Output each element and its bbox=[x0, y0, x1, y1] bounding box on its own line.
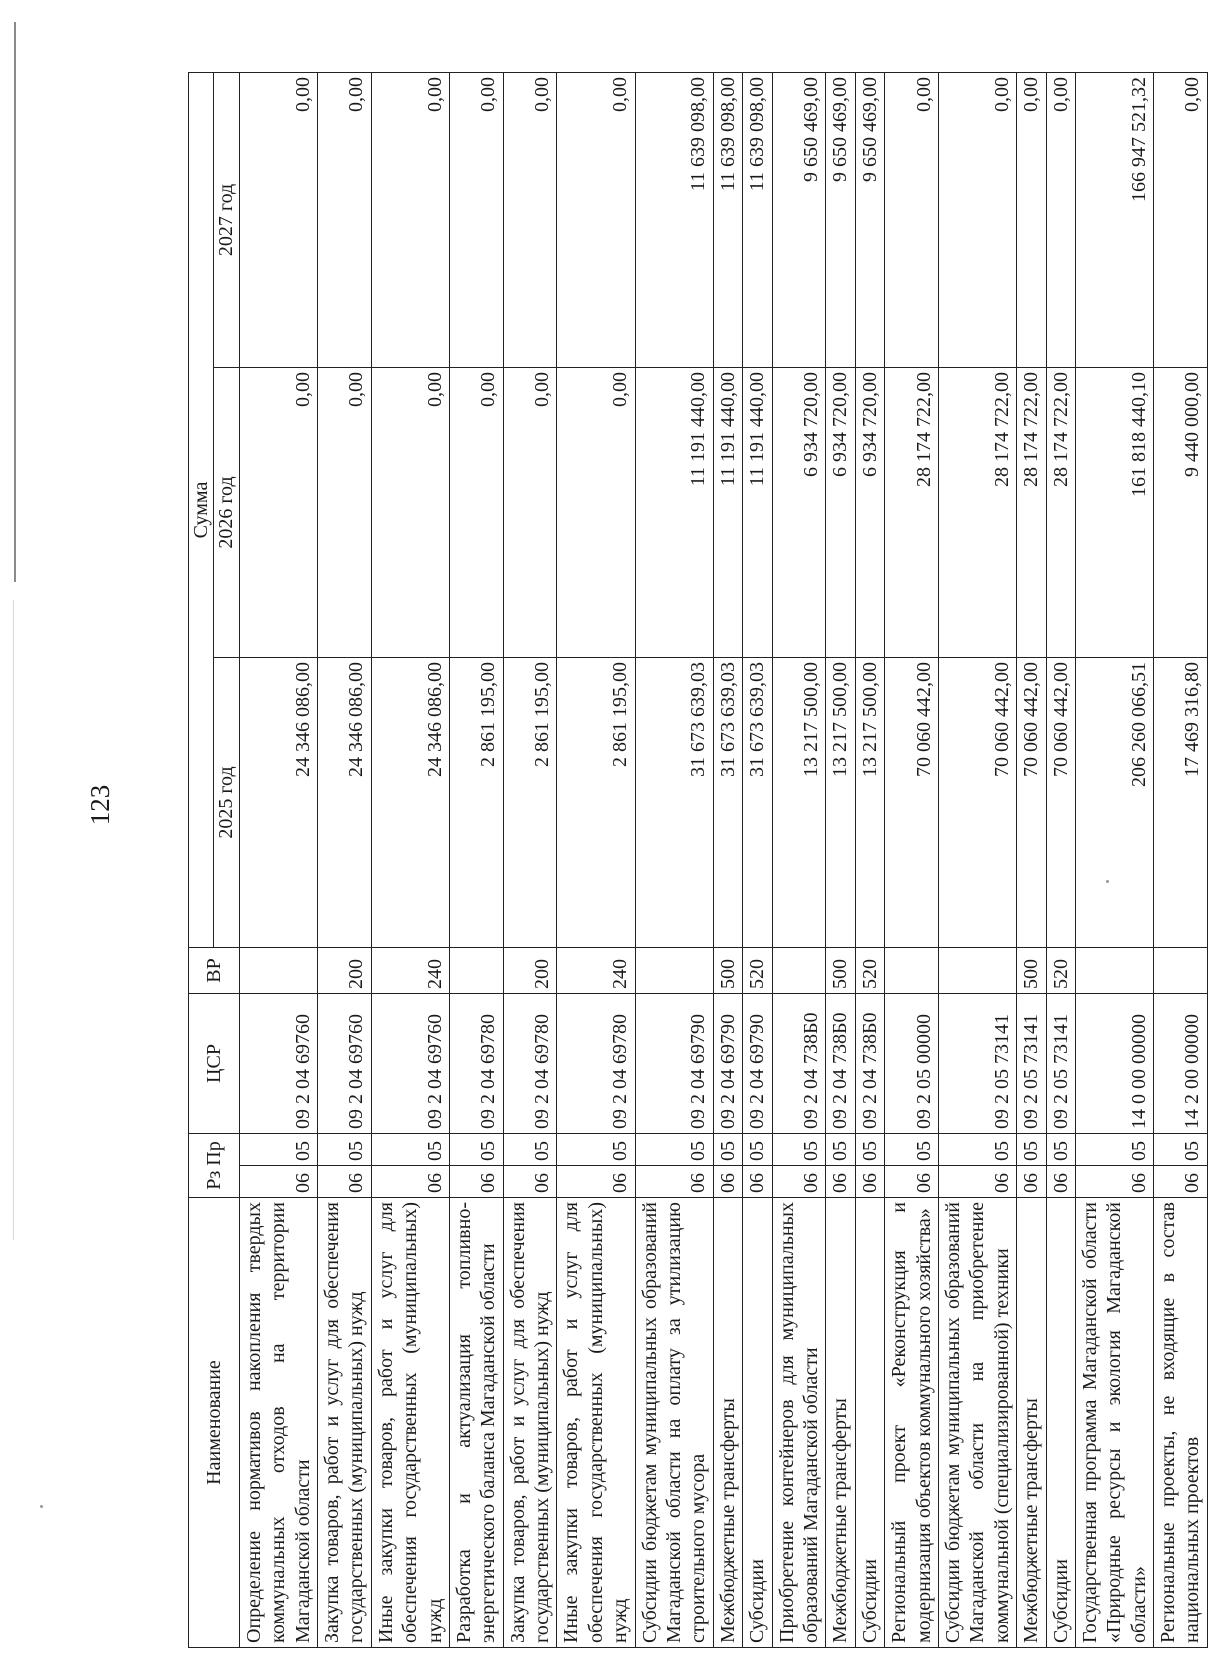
row-2027-cell: 11 639 098,00 bbox=[713, 72, 742, 367]
row-pr-cell: 05 bbox=[1046, 1134, 1075, 1166]
row-vr-cell: 200 bbox=[317, 948, 371, 994]
row-2026-cell: 0,00 bbox=[239, 368, 317, 658]
table-row bbox=[1046, 72, 1075, 1647]
row-csr-cell: 09 2 04 69760 bbox=[371, 994, 449, 1134]
row-rz-cell: 06 bbox=[371, 1166, 449, 1198]
row-name-cell: Субсидии бюджетам муниципальных образований Магаданской области на оплату за утилизацию строительного мусора bbox=[635, 1198, 713, 1648]
row-rz-cell: 06 bbox=[713, 1166, 742, 1198]
row-vr-cell: 500 bbox=[713, 948, 742, 994]
scan-speck bbox=[40, 1505, 43, 1508]
header-name: Наименование bbox=[189, 1198, 240, 1648]
row-rz-cell: 06 bbox=[635, 1166, 713, 1198]
row-vr-cell bbox=[938, 948, 1016, 994]
row-2027-cell: 0,00 bbox=[885, 72, 939, 367]
row-name-cell: Закупка товаров, работ и услуг для обеспечения государственных (муниципальных) нужд bbox=[503, 1198, 557, 1648]
row-pr-cell: 05 bbox=[449, 1134, 503, 1166]
table-row bbox=[743, 72, 772, 1647]
row-rz-cell: 06 bbox=[1075, 1166, 1153, 1198]
row-csr-cell: 14 0 00 00000 bbox=[1075, 994, 1153, 1134]
row-vr-cell: 200 bbox=[503, 948, 557, 994]
row-rz-cell: 06 bbox=[1154, 1166, 1208, 1198]
page-number: 123 bbox=[85, 784, 115, 826]
row-rz-cell: 06 bbox=[743, 1166, 772, 1198]
row-vr-cell: 500 bbox=[826, 948, 855, 994]
table-row bbox=[713, 72, 742, 1647]
row-csr-cell: 09 2 04 69780 bbox=[557, 994, 635, 1134]
row-pr-cell: 05 bbox=[635, 1134, 713, 1166]
row-2025-cell: 2 861 195,00 bbox=[449, 658, 503, 948]
row-2025-cell: 24 346 086,00 bbox=[371, 658, 449, 948]
scan-edge-line bbox=[14, 22, 16, 582]
row-csr-cell: 09 2 05 73141 bbox=[938, 994, 1016, 1134]
row-name-cell: Региональный проект «Реконструкция и модернизация объектов коммунального хозяйства» bbox=[885, 1198, 939, 1648]
row-vr-cell: 520 bbox=[855, 948, 884, 994]
row-2025-cell: 2 861 195,00 bbox=[557, 658, 635, 948]
row-2026-cell: 0,00 bbox=[557, 368, 635, 658]
row-2027-cell: 9 650 469,00 bbox=[855, 72, 884, 367]
row-pr-cell: 05 bbox=[826, 1134, 855, 1166]
row-pr-cell: 05 bbox=[1154, 1134, 1208, 1166]
row-2027-cell: 0,00 bbox=[938, 72, 1016, 367]
row-2026-cell: 0,00 bbox=[503, 368, 557, 658]
row-2026-cell: 161 818 440,10 bbox=[1075, 368, 1153, 658]
row-2025-cell: 31 673 639,03 bbox=[635, 658, 713, 948]
table-row bbox=[371, 72, 449, 1647]
row-2026-cell: 28 174 722,00 bbox=[1017, 368, 1046, 658]
table-row bbox=[855, 72, 884, 1647]
row-pr-cell: 05 bbox=[855, 1134, 884, 1166]
row-2026-cell: 0,00 bbox=[371, 368, 449, 658]
row-rz-cell: 06 bbox=[317, 1166, 371, 1198]
row-csr-cell: 09 2 05 00000 bbox=[885, 994, 939, 1134]
row-vr-cell: 240 bbox=[557, 948, 635, 994]
scan-edge-shadow bbox=[13, 600, 14, 1240]
table-row bbox=[317, 72, 371, 1647]
row-2027-cell: 11 639 098,00 bbox=[743, 72, 772, 367]
row-vr-cell bbox=[885, 948, 939, 994]
header-vr: ВР bbox=[189, 948, 240, 994]
row-rz-cell: 06 bbox=[938, 1166, 1016, 1198]
row-2026-cell: 28 174 722,00 bbox=[885, 368, 939, 658]
row-2025-cell: 70 060 442,00 bbox=[1046, 658, 1075, 948]
row-csr-cell: 09 2 04 69780 bbox=[503, 994, 557, 1134]
row-2027-cell: 166 947 521,32 bbox=[1075, 72, 1153, 367]
table-row bbox=[772, 72, 826, 1647]
row-vr-cell: 240 bbox=[371, 948, 449, 994]
row-2026-cell: 11 191 440,00 bbox=[713, 368, 742, 658]
row-2026-cell: 0,00 bbox=[317, 368, 371, 658]
row-2026-cell: 9 440 000,00 bbox=[1154, 368, 1208, 658]
row-2027-cell: 0,00 bbox=[449, 72, 503, 367]
rotated-table-container bbox=[188, 73, 1204, 1648]
row-csr-cell: 09 2 05 73141 bbox=[1046, 994, 1075, 1134]
table-header-row bbox=[189, 72, 214, 1647]
row-csr-cell: 09 2 04 69790 bbox=[635, 994, 713, 1134]
row-2025-cell: 17 469 316,80 bbox=[1154, 658, 1208, 948]
row-rz-cell: 06 bbox=[557, 1166, 635, 1198]
table-row bbox=[635, 72, 713, 1647]
row-rz-cell: 06 bbox=[1046, 1166, 1075, 1198]
table-row bbox=[1017, 72, 1046, 1647]
row-pr-cell: 05 bbox=[772, 1134, 826, 1166]
row-csr-cell: 09 2 04 738Б0 bbox=[772, 994, 826, 1134]
row-2026-cell: 28 174 722,00 bbox=[1046, 368, 1075, 658]
row-vr-cell bbox=[449, 948, 503, 994]
row-name-cell: Субсидии bbox=[855, 1198, 884, 1648]
row-2027-cell: 9 650 469,00 bbox=[772, 72, 826, 367]
row-vr-cell bbox=[1154, 948, 1208, 994]
row-name-cell: Субсидии bbox=[743, 1198, 772, 1648]
row-pr-cell: 05 bbox=[503, 1134, 557, 1166]
row-2025-cell: 70 060 442,00 bbox=[938, 658, 1016, 948]
row-pr-cell: 05 bbox=[557, 1134, 635, 1166]
row-vr-cell bbox=[1075, 948, 1153, 994]
row-name-cell: Закупка товаров, работ и услуг для обеспечения государственных (муниципальных) нужд bbox=[317, 1198, 371, 1648]
row-name-cell: Разработка и актуализация топливно-энергетического баланса Магаданской области bbox=[449, 1198, 503, 1648]
row-pr-cell: 05 bbox=[938, 1134, 1016, 1166]
row-pr-cell: 05 bbox=[885, 1134, 939, 1166]
table-row bbox=[826, 72, 855, 1647]
row-rz-cell: 06 bbox=[503, 1166, 557, 1198]
table-row bbox=[885, 72, 939, 1647]
row-2025-cell: 13 217 500,00 bbox=[772, 658, 826, 948]
row-csr-cell: 09 2 04 69760 bbox=[239, 994, 317, 1134]
row-csr-cell: 14 2 00 00000 bbox=[1154, 994, 1208, 1134]
row-vr-cell bbox=[239, 948, 317, 994]
header-rz-pr: Рз Пр bbox=[189, 1134, 240, 1198]
row-2026-cell: 0,00 bbox=[449, 368, 503, 658]
row-csr-cell: 09 2 04 69780 bbox=[449, 994, 503, 1134]
row-csr-cell: 09 2 04 69790 bbox=[713, 994, 742, 1134]
table-body bbox=[239, 72, 1207, 1647]
row-rz-cell: 06 bbox=[826, 1166, 855, 1198]
row-csr-cell: 09 2 04 69760 bbox=[317, 994, 371, 1134]
row-rz-cell: 06 bbox=[239, 1166, 317, 1198]
row-pr-cell: 05 bbox=[239, 1134, 317, 1166]
row-vr-cell bbox=[772, 948, 826, 994]
row-vr-cell: 520 bbox=[1046, 948, 1075, 994]
row-2027-cell: 9 650 469,00 bbox=[826, 72, 855, 367]
row-pr-cell: 05 bbox=[1017, 1134, 1046, 1166]
header-year-2026: 2026 год bbox=[214, 368, 239, 658]
row-2025-cell: 206 260 066,51 bbox=[1075, 658, 1153, 948]
row-2026-cell: 6 934 720,00 bbox=[855, 368, 884, 658]
row-name-cell: Государственная программа Магаданской области «Природные ресурсы и экология Магаданской области» bbox=[1075, 1198, 1153, 1648]
row-csr-cell: 09 2 05 73141 bbox=[1017, 994, 1046, 1134]
row-2027-cell: 0,00 bbox=[1154, 72, 1208, 367]
table-row bbox=[1075, 72, 1153, 1647]
row-2025-cell: 70 060 442,00 bbox=[1017, 658, 1046, 948]
header-csr: ЦСР bbox=[189, 994, 240, 1134]
table-row bbox=[503, 72, 557, 1647]
row-2025-cell: 24 346 086,00 bbox=[317, 658, 371, 948]
row-csr-cell: 09 2 04 69790 bbox=[743, 994, 772, 1134]
budget-table bbox=[188, 72, 1208, 1648]
row-2027-cell: 0,00 bbox=[1017, 72, 1046, 367]
row-2025-cell: 24 346 086,00 bbox=[239, 658, 317, 948]
row-2025-cell: 31 673 639,03 bbox=[743, 658, 772, 948]
row-2025-cell: 13 217 500,00 bbox=[826, 658, 855, 948]
row-2027-cell: 0,00 bbox=[371, 72, 449, 367]
row-name-cell: Региональные проекты, не входящие в состав национальных проектов bbox=[1154, 1198, 1208, 1648]
table-row bbox=[449, 72, 503, 1647]
row-rz-cell: 06 bbox=[772, 1166, 826, 1198]
row-2027-cell: 0,00 bbox=[239, 72, 317, 367]
row-csr-cell: 09 2 04 738Б0 bbox=[826, 994, 855, 1134]
row-csr-cell: 09 2 04 738Б0 bbox=[855, 994, 884, 1134]
table-row bbox=[239, 72, 317, 1647]
row-2026-cell: 6 934 720,00 bbox=[826, 368, 855, 658]
row-2027-cell: 0,00 bbox=[557, 72, 635, 367]
table-row bbox=[938, 72, 1016, 1647]
row-2027-cell: 0,00 bbox=[503, 72, 557, 367]
row-2026-cell: 11 191 440,00 bbox=[743, 368, 772, 658]
row-2025-cell: 2 861 195,00 bbox=[503, 658, 557, 948]
row-rz-cell: 06 bbox=[885, 1166, 939, 1198]
header-sum: Сумма bbox=[189, 72, 214, 947]
row-name-cell: Субсидии bbox=[1046, 1198, 1075, 1648]
row-vr-cell: 500 bbox=[1017, 948, 1046, 994]
row-pr-cell: 05 bbox=[1075, 1134, 1153, 1166]
row-vr-cell bbox=[635, 948, 713, 994]
row-name-cell: Определение нормативов накопления твердых коммунальных отходов на территории Магаданской области bbox=[239, 1198, 317, 1648]
row-rz-cell: 06 bbox=[449, 1166, 503, 1198]
row-pr-cell: 05 bbox=[371, 1134, 449, 1166]
row-2026-cell: 11 191 440,00 bbox=[635, 368, 713, 658]
row-name-cell: Приобретение контейнеров для муниципальных образований Магаданской области bbox=[772, 1198, 826, 1648]
header-year-2027: 2027 год bbox=[214, 72, 239, 367]
row-pr-cell: 05 bbox=[713, 1134, 742, 1166]
row-name-cell: Иные закупки товаров, работ и услуг для обеспечения государственных (муниципальных) нужд bbox=[557, 1198, 635, 1648]
row-name-cell: Межбюджетные трансферты bbox=[713, 1198, 742, 1648]
row-vr-cell: 520 bbox=[743, 948, 772, 994]
row-rz-cell: 06 bbox=[855, 1166, 884, 1198]
row-name-cell: Межбюджетные трансферты bbox=[826, 1198, 855, 1648]
row-name-cell: Иные закупки товаров, работ и услуг для обеспечения государственных (муниципальных) нужд bbox=[371, 1198, 449, 1648]
row-2027-cell: 0,00 bbox=[317, 72, 371, 367]
row-2027-cell: 0,00 bbox=[1046, 72, 1075, 367]
row-2025-cell: 70 060 442,00 bbox=[885, 658, 939, 948]
row-2026-cell: 28 174 722,00 bbox=[938, 368, 1016, 658]
header-year-2025: 2025 год bbox=[214, 658, 239, 948]
table-row bbox=[557, 72, 635, 1647]
row-2025-cell: 13 217 500,00 bbox=[855, 658, 884, 948]
row-2026-cell: 6 934 720,00 bbox=[772, 368, 826, 658]
table-row bbox=[1154, 72, 1208, 1647]
row-name-cell: Субсидии бюджетам муниципальных образований Магаданской области на приобретение коммунальной (специализированной) техники bbox=[938, 1198, 1016, 1648]
row-name-cell: Межбюджетные трансферты bbox=[1017, 1198, 1046, 1648]
row-rz-cell: 06 bbox=[1017, 1166, 1046, 1198]
row-2025-cell: 31 673 639,03 bbox=[713, 658, 742, 948]
row-2027-cell: 11 639 098,00 bbox=[635, 72, 713, 367]
row-pr-cell: 05 bbox=[743, 1134, 772, 1166]
row-pr-cell: 05 bbox=[317, 1134, 371, 1166]
